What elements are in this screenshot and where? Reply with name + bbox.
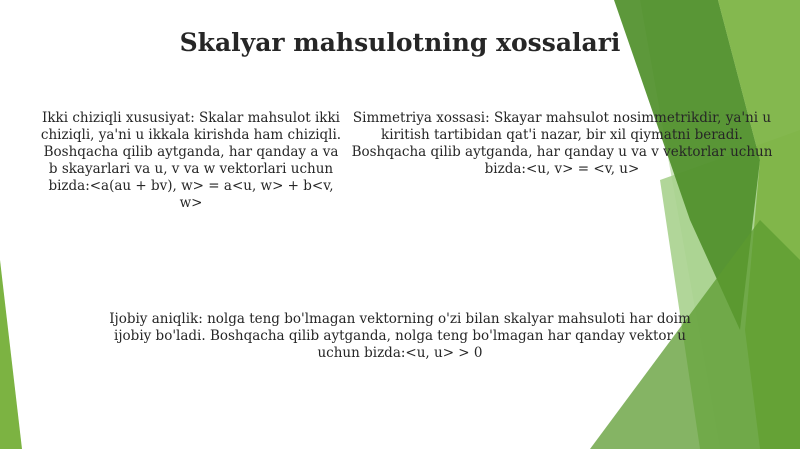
positivity-property-text: Ijobiy aniqlik: nolga teng bo'lmagan vektorning o'zi bilan skalyar mahsuloti har doim ijobiy bo'ladi. Boshqacha qilib aytganda, nolga teng bo'lmagan har qanday vektor u uchun bizda:<u, u> > 0 [109,311,691,361]
linearity-property-text: Ikki chiziqli xususiyat: Skalar mahsulot ikki chiziqli, ya'ni u ikkala kirishda ham chiziqli. Boshqacha qilib aytganda, har qanday a va b skayarlari va u, v va w vektorlari uchun bizda:<a(au + bv), w> = a<u, w> + b<v, w> [40,110,342,211]
left-green-sliver [0,260,22,449]
slide-title: Skalyar mahsulotning xossalari [179,28,621,57]
symmetry-property-text: Simmetriya xossasi: Skayar mahsulot nosimmetrikdir, ya'ni u kiritish tartibidan qat'i nazar, bir xil qiymatni beradi. Boshqacha qilib aytganda, har qanday u va v vektorlar uchun bizda:<u, v> = <v, u> [351,110,773,177]
